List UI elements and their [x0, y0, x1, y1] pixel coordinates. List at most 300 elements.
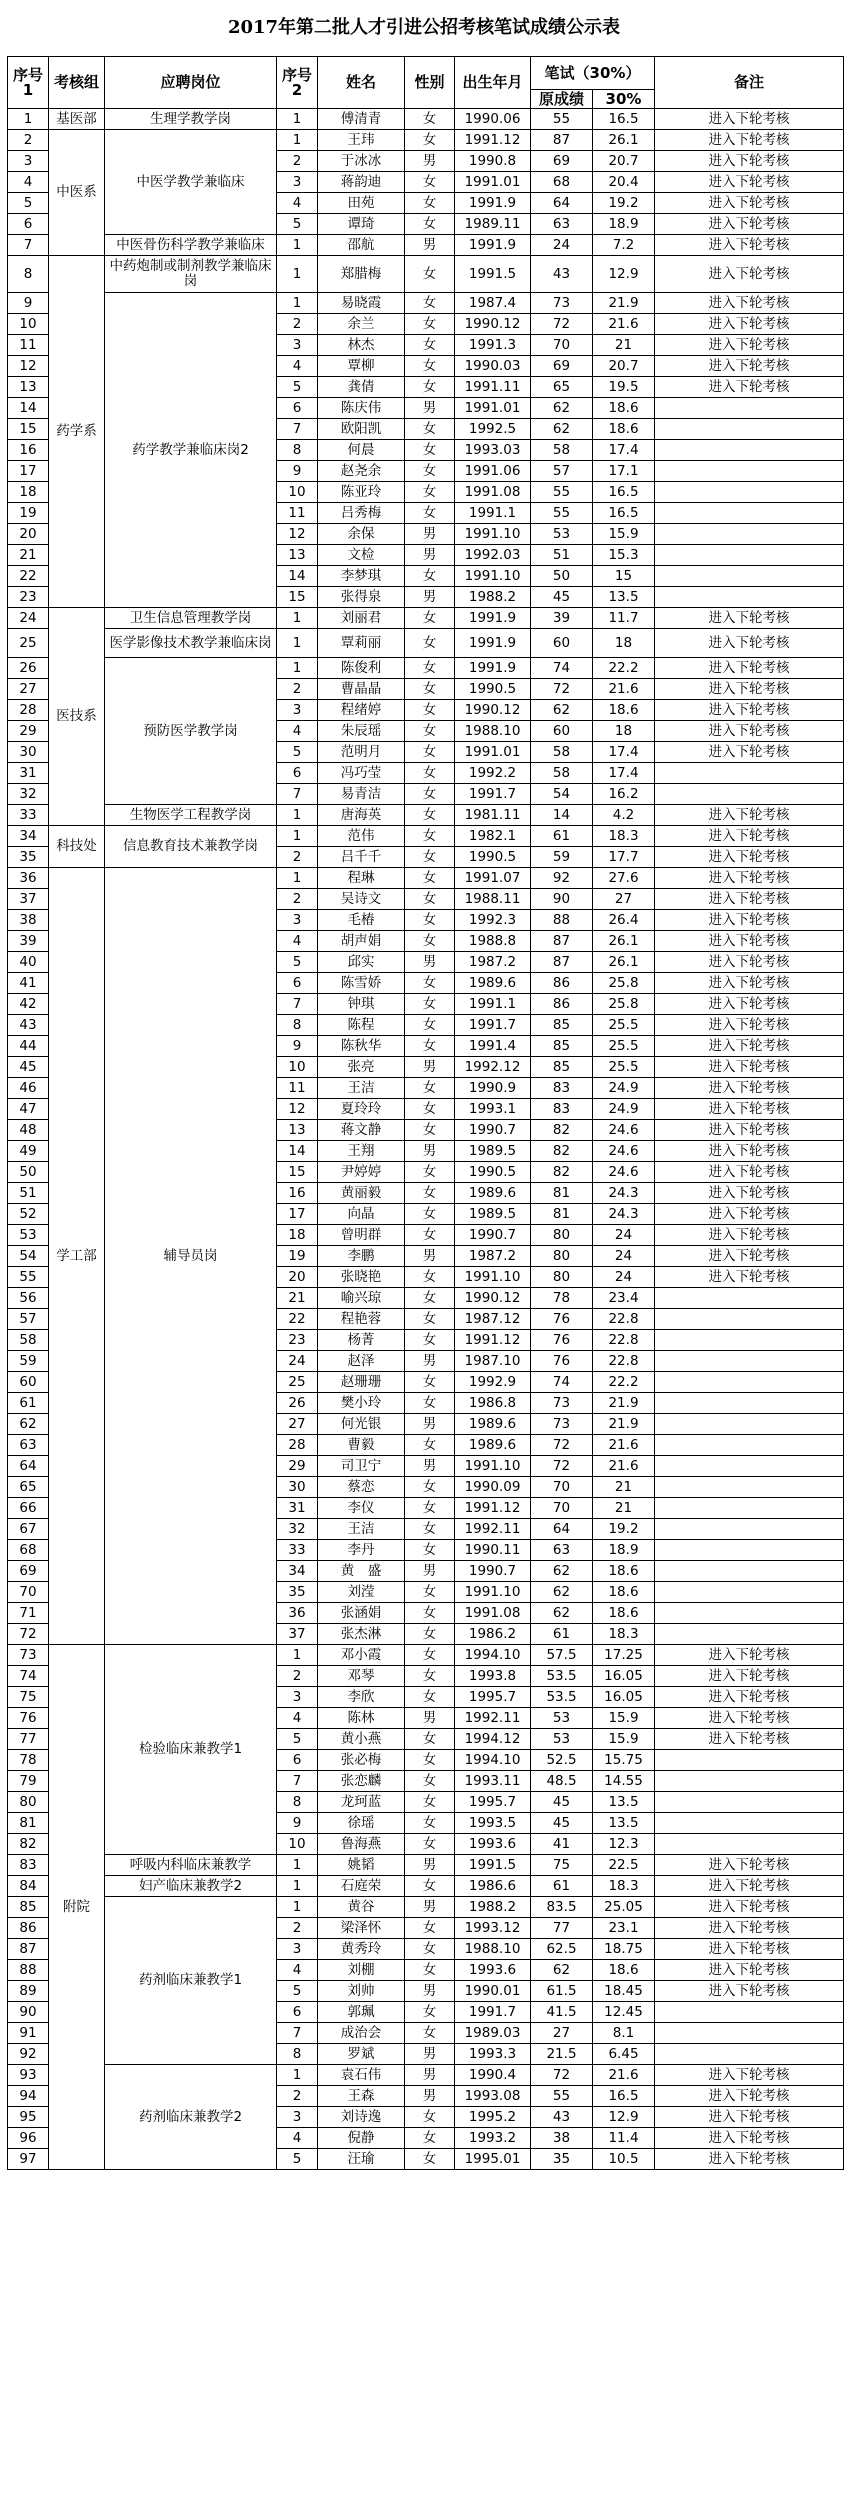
raw-score-cell: 82	[531, 1120, 593, 1141]
name-cell: 王洁	[318, 1519, 405, 1540]
name-cell: 袁石伟	[318, 2065, 405, 2086]
name-cell: 朱辰瑶	[318, 721, 405, 742]
seq1-cell: 4	[8, 172, 49, 193]
raw-score-cell: 53	[531, 524, 593, 545]
name-cell: 欧阳凯	[318, 419, 405, 440]
pct-score-cell: 26.1	[593, 931, 655, 952]
birth-cell: 1991.9	[455, 235, 531, 256]
gender-cell: 女	[405, 805, 455, 826]
raw-score-cell: 76	[531, 1330, 593, 1351]
note-cell	[655, 1330, 844, 1351]
note-cell	[655, 1309, 844, 1330]
birth-cell: 1990.4	[455, 2065, 531, 2086]
seq2-cell: 20	[277, 1267, 318, 1288]
seq2-cell: 10	[277, 1834, 318, 1855]
seq2-cell: 26	[277, 1393, 318, 1414]
seq1-cell: 42	[8, 994, 49, 1015]
gender-cell: 男	[405, 1057, 455, 1078]
birth-cell: 1991.1	[455, 503, 531, 524]
seq2-cell: 23	[277, 1330, 318, 1351]
note-cell: 进入下轮考核	[655, 889, 844, 910]
name-cell: 王翔	[318, 1141, 405, 1162]
raw-score-cell: 65	[531, 377, 593, 398]
seq1-cell: 69	[8, 1561, 49, 1582]
birth-cell: 1990.12	[455, 700, 531, 721]
name-cell: 陈雪娇	[318, 973, 405, 994]
name-cell: 梁泽怀	[318, 1918, 405, 1939]
seq1-cell: 48	[8, 1120, 49, 1141]
birth-cell: 1990.7	[455, 1120, 531, 1141]
pct-score-cell: 21.6	[593, 679, 655, 700]
seq2-cell: 15	[277, 1162, 318, 1183]
seq1-cell: 50	[8, 1162, 49, 1183]
seq2-cell: 28	[277, 1435, 318, 1456]
seq2-cell: 3	[277, 172, 318, 193]
birth-cell: 1990.03	[455, 356, 531, 377]
gender-cell: 女	[405, 889, 455, 910]
seq2-cell: 4	[277, 721, 318, 742]
note-cell	[655, 1393, 844, 1414]
raw-score-cell: 60	[531, 721, 593, 742]
seq2-cell: 4	[277, 193, 318, 214]
raw-score-cell: 63	[531, 1540, 593, 1561]
post-cell: 预防医学教学岗	[105, 658, 277, 805]
seq2-cell: 16	[277, 1183, 318, 1204]
seq1-cell: 9	[8, 293, 49, 314]
birth-cell: 1993.12	[455, 1918, 531, 1939]
birth-cell: 1991.11	[455, 377, 531, 398]
note-cell	[655, 1792, 844, 1813]
name-cell: 张恋麟	[318, 1771, 405, 1792]
name-cell: 李欣	[318, 1687, 405, 1708]
seq1-cell: 47	[8, 1099, 49, 1120]
birth-cell: 1990.7	[455, 1225, 531, 1246]
post-cell: 药学教学兼临床岗2	[105, 293, 277, 608]
name-cell: 石庭荣	[318, 1876, 405, 1897]
gender-cell: 男	[405, 398, 455, 419]
gender-cell: 女	[405, 1498, 455, 1519]
note-cell	[655, 2002, 844, 2023]
seq2-cell: 17	[277, 1204, 318, 1225]
name-cell: 程艳蓉	[318, 1309, 405, 1330]
raw-score-cell: 80	[531, 1267, 593, 1288]
birth-cell: 1993.1	[455, 1099, 531, 1120]
name-cell: 杨菁	[318, 1330, 405, 1351]
seq2-cell: 29	[277, 1456, 318, 1477]
name-cell: 张晓艳	[318, 1267, 405, 1288]
table-row	[8, 1876, 844, 1897]
pct-score-cell: 15.3	[593, 545, 655, 566]
seq2-cell: 6	[277, 2002, 318, 2023]
seq2-cell: 25	[277, 1372, 318, 1393]
header-name: 姓名	[318, 57, 405, 109]
birth-cell: 1991.5	[455, 256, 531, 293]
seq2-cell: 1	[277, 256, 318, 293]
seq2-cell: 7	[277, 2023, 318, 2044]
seq1-cell: 25	[8, 629, 49, 658]
seq1-cell: 75	[8, 1687, 49, 1708]
pct-score-cell: 17.4	[593, 742, 655, 763]
birth-cell: 1991.9	[455, 608, 531, 629]
pct-score-cell: 18.6	[593, 1960, 655, 1981]
gender-cell: 女	[405, 1939, 455, 1960]
birth-cell: 1987.12	[455, 1309, 531, 1330]
raw-score-cell: 51	[531, 545, 593, 566]
note-cell: 进入下轮考核	[655, 700, 844, 721]
pct-score-cell: 18.75	[593, 1939, 655, 1960]
seq2-cell: 12	[277, 524, 318, 545]
seq1-cell: 65	[8, 1477, 49, 1498]
note-cell: 进入下轮考核	[655, 1183, 844, 1204]
pct-score-cell: 27.6	[593, 868, 655, 889]
seq1-cell: 11	[8, 335, 49, 356]
note-cell: 进入下轮考核	[655, 1939, 844, 1960]
seq1-cell: 85	[8, 1897, 49, 1918]
name-cell: 林杰	[318, 335, 405, 356]
note-cell	[655, 1813, 844, 1834]
note-cell: 进入下轮考核	[655, 608, 844, 629]
raw-score-cell: 39	[531, 608, 593, 629]
seq1-cell: 59	[8, 1351, 49, 1372]
table-row	[8, 1855, 844, 1876]
seq1-cell: 62	[8, 1414, 49, 1435]
note-cell	[655, 1498, 844, 1519]
gender-cell: 女	[405, 1078, 455, 1099]
raw-score-cell: 43	[531, 2107, 593, 2128]
seq1-cell: 72	[8, 1624, 49, 1645]
note-cell: 进入下轮考核	[655, 1960, 844, 1981]
pct-score-cell: 16.5	[593, 2086, 655, 2107]
pct-score-cell: 16.5	[593, 503, 655, 524]
raw-score-cell: 85	[531, 1015, 593, 1036]
seq2-cell: 2	[277, 2086, 318, 2107]
raw-score-cell: 90	[531, 889, 593, 910]
note-cell: 进入下轮考核	[655, 1036, 844, 1057]
note-cell	[655, 398, 844, 419]
seq2-cell: 21	[277, 1288, 318, 1309]
pct-score-cell: 4.2	[593, 805, 655, 826]
seq2-cell: 1	[277, 130, 318, 151]
pct-score-cell: 21	[593, 1498, 655, 1519]
note-cell: 进入下轮考核	[655, 1267, 844, 1288]
gender-cell: 男	[405, 545, 455, 566]
birth-cell: 1995.2	[455, 2107, 531, 2128]
name-cell: 邵航	[318, 235, 405, 256]
pct-score-cell: 12.9	[593, 256, 655, 293]
gender-cell: 女	[405, 1099, 455, 1120]
note-cell: 进入下轮考核	[655, 973, 844, 994]
birth-cell: 1994.10	[455, 1750, 531, 1771]
gender-cell: 女	[405, 1288, 455, 1309]
note-cell: 进入下轮考核	[655, 377, 844, 398]
raw-score-cell: 72	[531, 1435, 593, 1456]
seq1-cell: 7	[8, 235, 49, 256]
group-cell: 附院	[49, 1645, 105, 2170]
pct-score-cell: 25.8	[593, 994, 655, 1015]
seq2-cell: 7	[277, 784, 318, 805]
note-cell: 进入下轮考核	[655, 172, 844, 193]
raw-score-cell: 58	[531, 440, 593, 461]
name-cell: 唐海英	[318, 805, 405, 826]
pct-score-cell: 14.55	[593, 1771, 655, 1792]
raw-score-cell: 59	[531, 847, 593, 868]
name-cell: 于冰冰	[318, 151, 405, 172]
birth-cell: 1987.2	[455, 952, 531, 973]
seq1-cell: 71	[8, 1603, 49, 1624]
gender-cell: 女	[405, 608, 455, 629]
birth-cell: 1991.01	[455, 172, 531, 193]
table-row	[8, 608, 844, 629]
birth-cell: 1992.11	[455, 1708, 531, 1729]
gender-cell: 女	[405, 256, 455, 293]
note-cell: 进入下轮考核	[655, 952, 844, 973]
header-gender: 性别	[405, 57, 455, 109]
pct-score-cell: 22.2	[593, 658, 655, 679]
pct-score-cell: 18	[593, 721, 655, 742]
gender-cell: 女	[405, 377, 455, 398]
seq2-cell: 7	[277, 419, 318, 440]
raw-score-cell: 78	[531, 1288, 593, 1309]
note-cell	[655, 1519, 844, 1540]
note-cell: 进入下轮考核	[655, 1897, 844, 1918]
birth-cell: 1992.3	[455, 910, 531, 931]
birth-cell: 1988.2	[455, 587, 531, 608]
seq1-cell: 18	[8, 482, 49, 503]
pct-score-cell: 25.8	[593, 973, 655, 994]
gender-cell: 女	[405, 1750, 455, 1771]
seq2-cell: 33	[277, 1540, 318, 1561]
name-cell: 姚韬	[318, 1855, 405, 1876]
name-cell: 陈程	[318, 1015, 405, 1036]
seq2-cell: 8	[277, 1015, 318, 1036]
seq2-cell: 5	[277, 1729, 318, 1750]
seq2-cell: 5	[277, 214, 318, 235]
gender-cell: 女	[405, 130, 455, 151]
name-cell: 程琳	[318, 868, 405, 889]
gender-cell: 女	[405, 1204, 455, 1225]
score-table	[7, 56, 844, 2170]
seq1-cell: 49	[8, 1141, 49, 1162]
raw-score-cell: 21.5	[531, 2044, 593, 2065]
raw-score-cell: 61	[531, 1876, 593, 1897]
pct-score-cell: 8.1	[593, 2023, 655, 2044]
raw-score-cell: 41.5	[531, 2002, 593, 2023]
pct-score-cell: 18.6	[593, 419, 655, 440]
gender-cell: 女	[405, 1834, 455, 1855]
gender-cell: 女	[405, 2107, 455, 2128]
birth-cell: 1990.9	[455, 1078, 531, 1099]
name-cell: 成治会	[318, 2023, 405, 2044]
name-cell: 文检	[318, 545, 405, 566]
name-cell: 赵尧余	[318, 461, 405, 482]
raw-score-cell: 24	[531, 235, 593, 256]
pct-score-cell: 18.3	[593, 826, 655, 847]
gender-cell: 男	[405, 2086, 455, 2107]
pct-score-cell: 15.9	[593, 1729, 655, 1750]
seq2-cell: 1	[277, 658, 318, 679]
seq1-cell: 8	[8, 256, 49, 293]
seq1-cell: 78	[8, 1750, 49, 1771]
pct-score-cell: 24.3	[593, 1204, 655, 1225]
group-cell: 基医部	[49, 109, 105, 130]
gender-cell: 女	[405, 1183, 455, 1204]
birth-cell: 1989.6	[455, 973, 531, 994]
birth-cell: 1992.2	[455, 763, 531, 784]
pct-score-cell: 16.5	[593, 109, 655, 130]
gender-cell: 女	[405, 2149, 455, 2170]
birth-cell: 1989.03	[455, 2023, 531, 2044]
seq2-cell: 4	[277, 356, 318, 377]
raw-score-cell: 57	[531, 461, 593, 482]
seq1-cell: 10	[8, 314, 49, 335]
seq2-cell: 31	[277, 1498, 318, 1519]
note-cell: 进入下轮考核	[655, 151, 844, 172]
name-cell: 蒋韵迪	[318, 172, 405, 193]
note-cell	[655, 587, 844, 608]
seq2-cell: 1	[277, 629, 318, 658]
note-cell	[655, 1750, 844, 1771]
birth-cell: 1993.03	[455, 440, 531, 461]
name-cell: 王洁	[318, 1078, 405, 1099]
birth-cell: 1995.01	[455, 2149, 531, 2170]
gender-cell: 女	[405, 1120, 455, 1141]
pct-score-cell: 18.9	[593, 214, 655, 235]
raw-score-cell: 70	[531, 1498, 593, 1519]
seq1-cell: 84	[8, 1876, 49, 1897]
table-row	[8, 130, 844, 151]
seq1-cell: 93	[8, 2065, 49, 2086]
seq2-cell: 8	[277, 2044, 318, 2065]
pct-score-cell: 24	[593, 1246, 655, 1267]
seq1-cell: 80	[8, 1792, 49, 1813]
raw-score-cell: 50	[531, 566, 593, 587]
raw-score-cell: 64	[531, 1519, 593, 1540]
gender-cell: 女	[405, 193, 455, 214]
pct-score-cell: 25.05	[593, 1897, 655, 1918]
seq2-cell: 30	[277, 1477, 318, 1498]
seq2-cell: 9	[277, 1036, 318, 1057]
pct-score-cell: 17.4	[593, 440, 655, 461]
note-cell: 进入下轮考核	[655, 1120, 844, 1141]
seq1-cell: 31	[8, 763, 49, 784]
gender-cell: 女	[405, 1225, 455, 1246]
name-cell: 李丹	[318, 1540, 405, 1561]
note-cell: 进入下轮考核	[655, 1687, 844, 1708]
name-cell: 龚倩	[318, 377, 405, 398]
raw-score-cell: 85	[531, 1036, 593, 1057]
seq2-cell: 3	[277, 1939, 318, 1960]
raw-score-cell: 82	[531, 1141, 593, 1162]
group-cell: 医技系	[49, 608, 105, 826]
seq2-cell: 36	[277, 1603, 318, 1624]
pct-score-cell: 17.1	[593, 461, 655, 482]
name-cell: 张得泉	[318, 587, 405, 608]
pct-score-cell: 12.45	[593, 2002, 655, 2023]
birth-cell: 1991.12	[455, 1330, 531, 1351]
name-cell: 刘丽君	[318, 608, 405, 629]
name-cell: 易晓霞	[318, 293, 405, 314]
group-cell: 药学系	[49, 256, 105, 608]
seq2-cell: 22	[277, 1309, 318, 1330]
seq1-cell: 34	[8, 826, 49, 847]
birth-cell: 1993.5	[455, 1813, 531, 1834]
birth-cell: 1991.10	[455, 524, 531, 545]
seq2-cell: 5	[277, 2149, 318, 2170]
gender-cell: 女	[405, 172, 455, 193]
gender-cell: 女	[405, 1792, 455, 1813]
gender-cell: 女	[405, 1771, 455, 1792]
raw-score-cell: 53.5	[531, 1687, 593, 1708]
name-cell: 赵泽	[318, 1351, 405, 1372]
seq2-cell: 11	[277, 503, 318, 524]
seq1-cell: 97	[8, 2149, 49, 2170]
name-cell: 吴诗文	[318, 889, 405, 910]
name-cell: 吕千千	[318, 847, 405, 868]
note-cell: 进入下轮考核	[655, 1645, 844, 1666]
seq1-cell: 15	[8, 419, 49, 440]
birth-cell: 1991.08	[455, 1603, 531, 1624]
gender-cell: 女	[405, 1015, 455, 1036]
group-cell: 科技处	[49, 826, 105, 868]
name-cell: 蔡恋	[318, 1477, 405, 1498]
seq1-cell: 21	[8, 545, 49, 566]
note-cell	[655, 1582, 844, 1603]
table-row	[8, 2065, 844, 2086]
pct-score-cell: 26.1	[593, 952, 655, 973]
gender-cell: 女	[405, 566, 455, 587]
seq2-cell: 1	[277, 1897, 318, 1918]
raw-score-cell: 60	[531, 629, 593, 658]
seq1-cell: 39	[8, 931, 49, 952]
raw-score-cell: 62	[531, 1561, 593, 1582]
post-cell: 药剂临床兼教学2	[105, 2065, 277, 2170]
seq1-cell: 52	[8, 1204, 49, 1225]
pct-score-cell: 24	[593, 1225, 655, 1246]
gender-cell: 女	[405, 826, 455, 847]
raw-score-cell: 27	[531, 2023, 593, 2044]
gender-cell: 男	[405, 1456, 455, 1477]
post-cell: 医学影像技术教学兼临床岗	[105, 629, 277, 658]
pct-score-cell: 12.9	[593, 2107, 655, 2128]
seq2-cell: 13	[277, 1120, 318, 1141]
seq1-cell: 12	[8, 356, 49, 377]
note-cell: 进入下轮考核	[655, 805, 844, 826]
raw-score-cell: 70	[531, 1477, 593, 1498]
gender-cell: 女	[405, 2023, 455, 2044]
gender-cell: 女	[405, 314, 455, 335]
gender-cell: 女	[405, 679, 455, 700]
name-cell: 冯巧莹	[318, 763, 405, 784]
seq2-cell: 10	[277, 1057, 318, 1078]
seq2-cell: 7	[277, 1771, 318, 1792]
group-cell: 中医系	[49, 130, 105, 256]
pct-score-cell: 25.5	[593, 1036, 655, 1057]
seq1-cell: 40	[8, 952, 49, 973]
header-group: 考核组	[49, 57, 105, 109]
name-cell: 黄谷	[318, 1897, 405, 1918]
seq2-cell: 1	[277, 1855, 318, 1876]
seq2-cell: 2	[277, 679, 318, 700]
name-cell: 毛椿	[318, 910, 405, 931]
header-seq2: 序号2	[277, 57, 318, 109]
note-cell: 进入下轮考核	[655, 1981, 844, 2002]
seq2-cell: 3	[277, 1687, 318, 1708]
birth-cell: 1991.9	[455, 629, 531, 658]
pct-score-cell: 15.9	[593, 1708, 655, 1729]
header-note: 备注	[655, 57, 844, 109]
birth-cell: 1991.08	[455, 482, 531, 503]
note-cell: 进入下轮考核	[655, 868, 844, 889]
